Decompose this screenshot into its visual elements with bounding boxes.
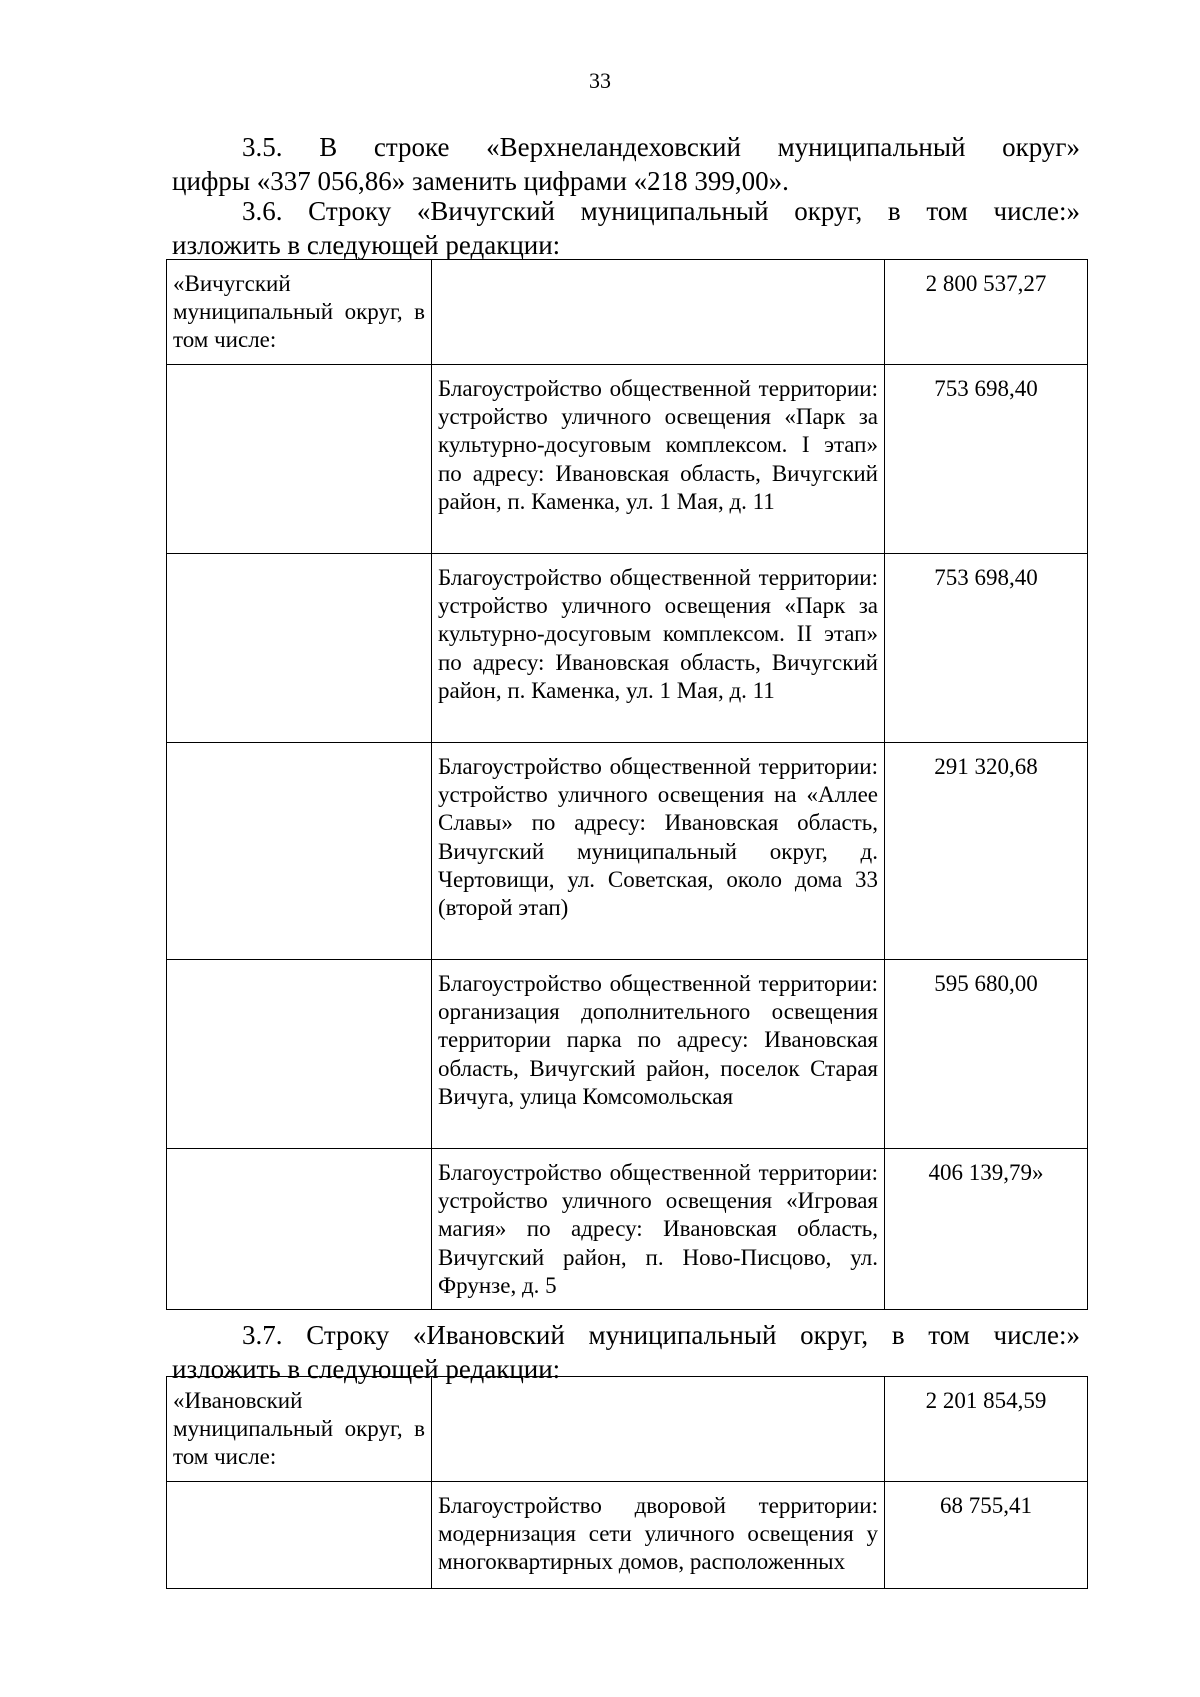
empty-cell [432,260,885,365]
project-amount: 406 139,79» [885,1149,1088,1310]
empty-cell [167,365,432,554]
table-row [167,554,1088,743]
empty-cell [167,960,432,1149]
project-amount: 68 755,41 [885,1482,1088,1589]
table-header-row [167,1377,1088,1482]
project-description: Благоустройство общественной территории: устройство уличного освещения «Парк за культурно-досуговым комплексом. II этап» по адресу: Ивановская область, Вичугский район, п. Каменка, ул. 1 Мая, д. 11 [432,554,885,743]
project-amount: 753 698,40 [885,554,1088,743]
paragraph-3-5 [172,130,1080,198]
district-name-cell: «Ивановский муниципальный округ, в том числе: [167,1377,432,1482]
paragraph-3-5-line-2: цифры «337 056,86» заменить цифрами «218 399,00». [172,166,789,196]
paragraph-3-7-line-1: 3.7. Строку «Ивановский муниципальный округ, в том числе:» [242,1320,1080,1350]
district-total-amount: 2 201 854,59 [885,1377,1088,1482]
district-total-amount: 2 800 537,27 [885,260,1088,365]
paragraph-3-6-line-2: изложить в следующей редакции: [172,230,561,260]
project-description: Благоустройство общественной территории: организация дополнительного освещения территории парка по адресу: Ивановская область, Вичугский район, поселок Старая Вичуга, улица Комсомольская [432,960,885,1149]
paragraph-3-6-line-1: 3.6. Строку «Вичугский муниципальный округ, в том числе:» [242,196,1080,226]
project-description: Благоустройство дворовой территории: модернизация сети уличного освещения у многоквартирных домов, расположенных [432,1482,885,1589]
paragraph-3-7-line-2: изложить в следующей редакции: [172,1354,561,1384]
empty-cell [167,743,432,960]
page-number: 33 [589,68,611,93]
empty-cell [167,1149,432,1310]
table-row [167,960,1088,1149]
project-description: Благоустройство общественной территории: устройство уличного освещения на «Аллее Славы» по адресу: Ивановская область, Вичугский муниципальный округ, д. Чертовищи, ул. Советская, около дома 33 (второй этап) [432,743,885,960]
project-amount: 753 698,40 [885,365,1088,554]
ivanovo-district-table [166,1376,1088,1589]
empty-cell [167,554,432,743]
paragraph-3-6 [172,194,1080,262]
project-description: Благоустройство общественной территории: устройство уличного освещения «Игровая магия» по адресу: Ивановская область, Вичугский район, п. Ново-Писцово, ул. Фрунзе, д. 5 [432,1149,885,1310]
table-row [167,365,1088,554]
empty-cell [167,1482,432,1589]
vichuga-district-table [166,259,1088,1310]
table-header-row [167,260,1088,365]
paragraph-3-5-line-1: 3.5. В строке «Верхнеландеховский муниципальный округ» [242,132,1080,162]
project-description: Благоустройство общественной территории: устройство уличного освещения «Парк за культурно-досуговым комплексом. I этап» по адресу: Ивановская область, Вичугский район, п. Каменка, ул. 1 Мая, д. 11 [432,365,885,554]
table-row [167,1149,1088,1310]
district-name-cell: «Вичугский муниципальный округ, в том числе: [167,260,432,365]
table-row [167,1482,1088,1589]
table-row [167,743,1088,960]
project-amount: 595 680,00 [885,960,1088,1149]
project-amount: 291 320,68 [885,743,1088,960]
empty-cell [432,1377,885,1482]
